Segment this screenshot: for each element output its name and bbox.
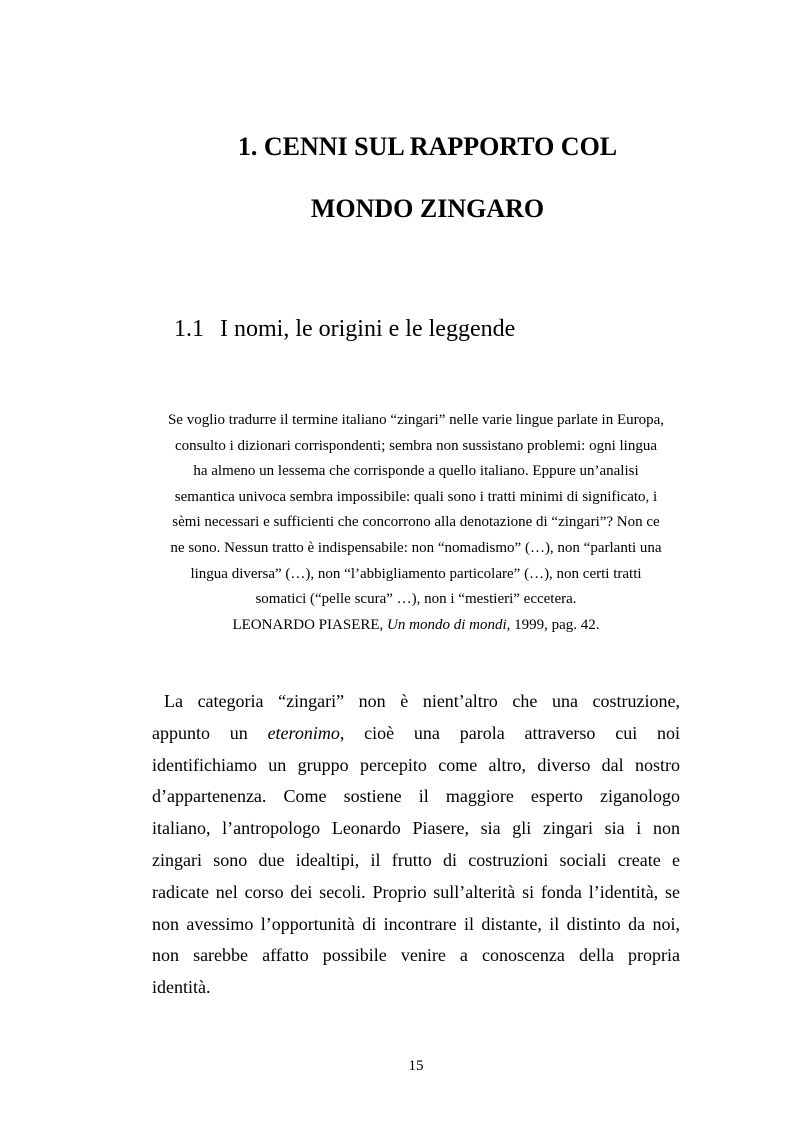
body-line: identità. [152,977,211,998]
epigraph-line: ne sono. Nessun tratto è indispensabile: non “nomadismo” (…), non “parlanti una [170,539,662,556]
body-line: d’appartenenza. Come sostiene il maggiore esperto ziganologo [152,786,680,807]
page-number: 15 [408,1058,424,1074]
body-line-part: , cioè una parola attraverso cui noi [339,722,680,743]
body-line: non sarebbe affatto possibile venire a conoscenza della propria [152,945,680,966]
epigraph-line: Se voglio tradurre il termine italiano “zingari” nelle varie lingue parlate in Europa, [167,412,665,428]
section-heading [174,314,515,344]
citation-work-title: Un mondo di mondi [387,616,507,633]
epigraph-line: ha almeno un lessema che corrisponde a quello italiano. Eppure un’analisi [193,463,639,480]
body-line: italiano, l’antropologo Leonardo Piasere, sia gli zingari sia i non [152,818,680,839]
epigraph-line: consulto i dizionari corrispondenti; sembra non sussistano problemi: ogni lingua [174,437,657,454]
body-line: non avessimo l’opportunità di incontrare il distante, il distinto da noi, [152,913,680,934]
chapter-title-line-1: 1. CENNI SUL RAPPORTO COL [237,132,618,161]
body-line [152,718,680,750]
body-line-part: appunto un [152,722,268,743]
chapter-title-line-2: MONDO ZINGARO [310,194,545,223]
body-paragraph [152,686,680,1004]
body-emphasis-term: eteronimo [267,722,340,743]
epigraph-quote [140,408,692,638]
body-line: radicate nel corso dei secoli. Proprio sull’alterità si fonda l’identità, se [152,881,680,902]
body-line: identifichiamo un gruppo percepito come altro, diverso dal nostro [152,754,680,775]
epigraph-line: semantica univoca sembra impossibile: quali sono i tratti minimi di significato, i [174,488,658,505]
epigraph-citation [140,613,692,639]
section-title: I nomi, le origini e le leggende [220,316,516,342]
section-number: 1.1 [174,316,204,342]
citation-author: LEONARDO PIASERE, [232,616,388,633]
body-line: La categoria “zingari” non è nient’altro che una costruzione, [164,691,680,711]
epigraph-line: sèmi necessari e sufficienti che concorrono alla denotazione di “zingari”? Non ce [172,514,660,531]
epigraph-line: lingua diversa” (…), non “l’abbigliamento particolare” (…), non certi tratti [190,565,642,582]
citation-details: , 1999, pag. 42. [506,616,600,633]
epigraph-line: somatici (“pelle scura” …), non i “mestieri” eccetera. [255,591,577,608]
body-line: zingari sono due idealtipi, il frutto di costruzioni sociali create e [152,849,680,870]
